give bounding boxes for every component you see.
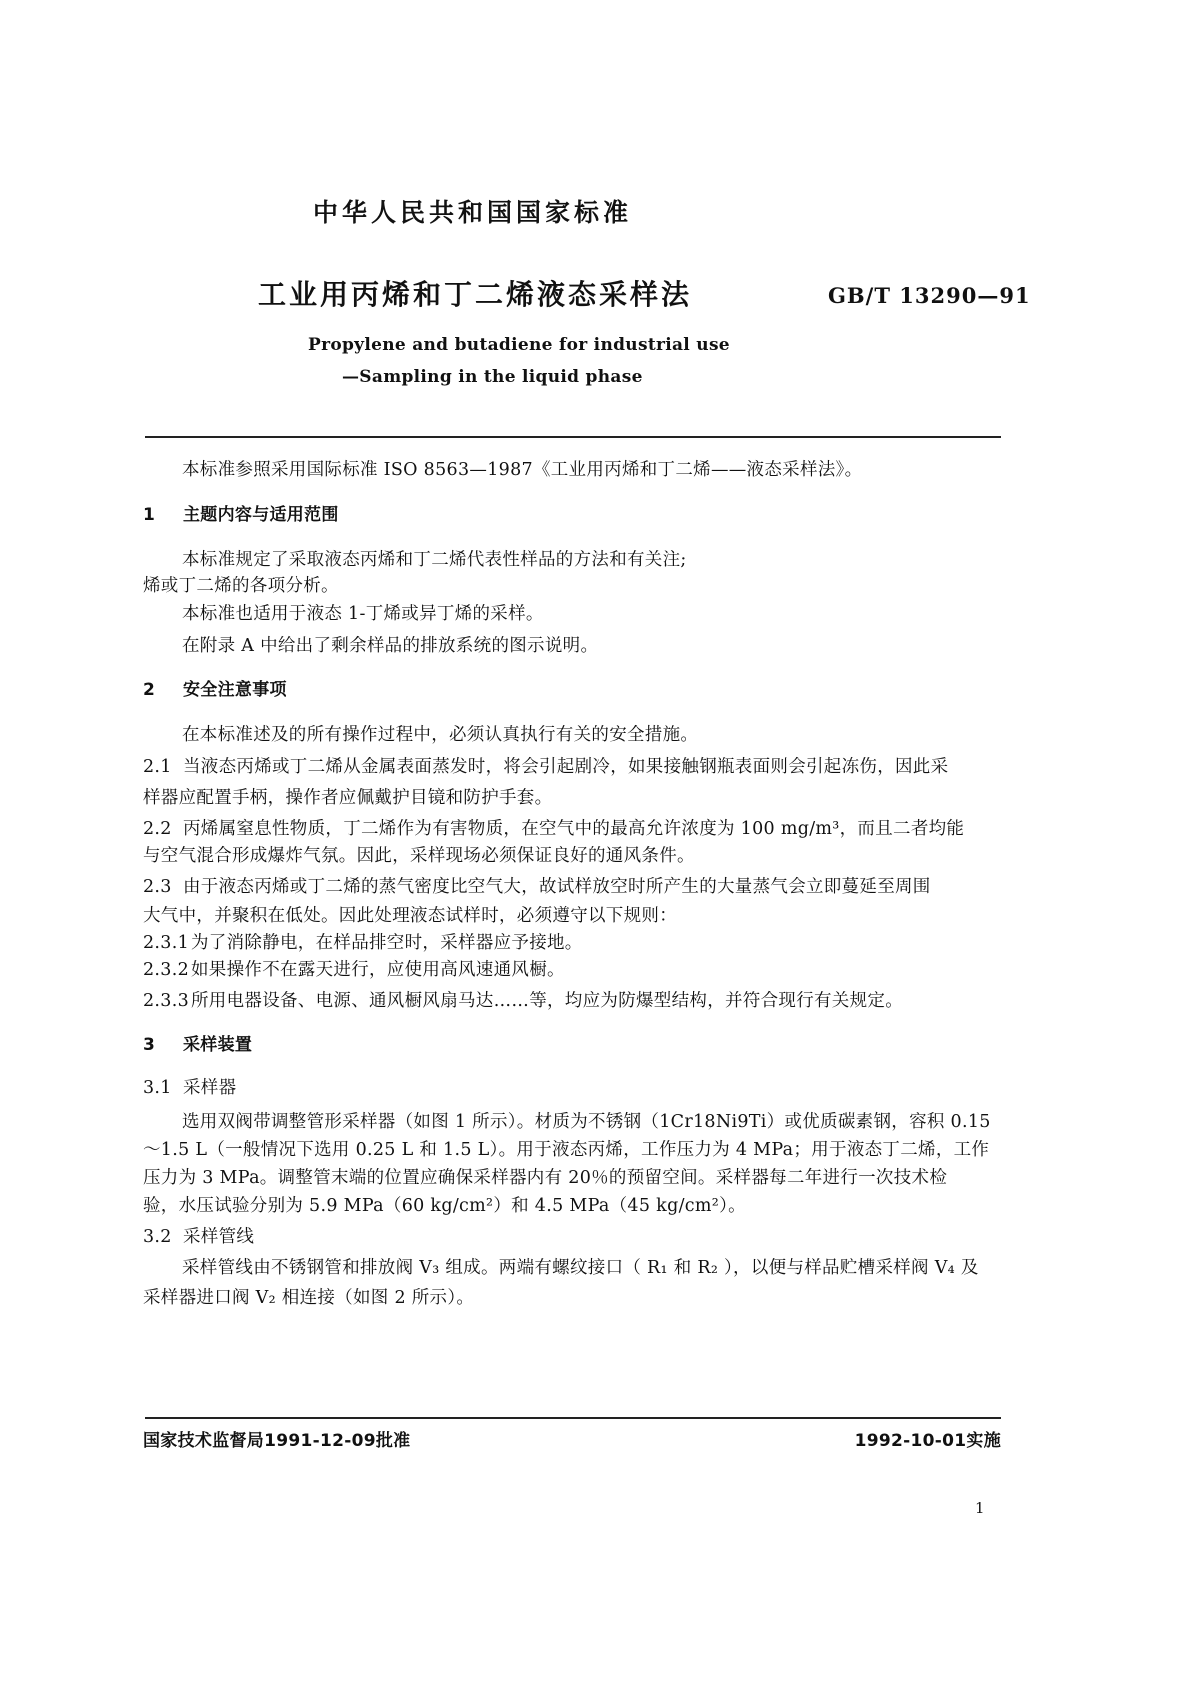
clause-number: 2.1 xyxy=(143,757,172,777)
clause-2-3 xyxy=(143,877,931,897)
clause-number: 2.3.2 xyxy=(143,960,190,980)
clause-title: 采样管线 xyxy=(183,1227,255,1247)
clause-text: 为了消除静电，在样品排空时，采样器应予接地。 xyxy=(191,933,583,953)
paragraph-line: 本标准规定了采取液态丙烯和丁二烯代表性样品的方法和有关注; xyxy=(182,550,687,570)
clause-3-1-heading xyxy=(143,1078,236,1098)
clause-2-1 xyxy=(143,757,948,777)
clause-2-3-2 xyxy=(143,960,565,980)
page-number: 1 xyxy=(975,1499,985,1517)
paragraph-line: 在本标准述及的所有操作过程中，必须认真执行有关的安全措施。 xyxy=(182,725,699,745)
section-title: 采样装置 xyxy=(183,1035,253,1055)
clause-number: 3.2 xyxy=(143,1227,172,1247)
clause-number: 3.1 xyxy=(143,1078,172,1098)
paragraph-line: 选用双阀带调整管形采样器（如图 1 所示）。材质为不锈钢（1Cr18Ni9Ti）或优质碳素钢，容积 0.15 xyxy=(182,1112,991,1132)
section-2-heading xyxy=(143,680,287,700)
clause-text: 当液态丙烯或丁二烯从金属表面蒸发时，将会引起剧冷，如果接触钢瓶表面则会引起冻伤，因此采 xyxy=(183,757,949,777)
section-1-heading xyxy=(143,505,339,525)
paragraph-line: 样器应配置手柄，操作者应佩戴护目镜和防护手套。 xyxy=(143,788,553,808)
clause-title: 采样器 xyxy=(183,1078,237,1098)
footer-divider xyxy=(145,1417,1001,1419)
section-3-heading xyxy=(143,1035,252,1055)
section-number: 3 xyxy=(143,1035,156,1055)
paragraph-line: ～1.5 L（一般情况下选用 0.25 L 和 1.5 L）。用于液态丙烯，工作压力为 4 MPa；用于液态丁二烯，工作 xyxy=(143,1140,990,1160)
clause-2-2 xyxy=(143,819,964,839)
clause-number: 2.3.1 xyxy=(143,933,190,953)
clause-text: 由于液态丙烯或丁二烯的蒸气密度比空气大，故试样放空时所产生的大量蒸气会立即蔓延至周围 xyxy=(183,877,931,897)
paragraph-line: 采样管线由不锈钢管和排放阀 V₃ 组成。两端有螺纹接口（ R₁ 和 R₂ ），以便与样品贮槽采样阀 V₄ 及 xyxy=(182,1258,979,1278)
section-title: 安全注意事项 xyxy=(183,680,287,700)
header-divider xyxy=(145,436,1001,438)
effective-date: 1992-10-01实施 xyxy=(854,1431,1001,1451)
paragraph-line: 在附录 A 中给出了剩余样品的排放系统的图示说明。 xyxy=(182,636,599,656)
document-title-en-line2: —Sampling in the liquid phase xyxy=(342,367,643,387)
document-title-en-line1: Propylene and butadiene for industrial use xyxy=(308,335,730,355)
standard-code: GB/T 13290—91 xyxy=(828,283,1031,308)
clause-2-3-3 xyxy=(143,991,903,1011)
section-number: 2 xyxy=(143,680,156,700)
paragraph-line: 验，水压试验分别为 5.9 MPa（60 kg/cm²）和 4.5 MPa（45 kg/cm²）。 xyxy=(143,1196,746,1216)
clause-number: 2.3.3 xyxy=(143,991,190,1011)
clause-number: 2.3 xyxy=(143,877,172,897)
approval-date: 国家技术监督局1991-12-09批准 xyxy=(143,1431,411,1451)
clause-text: 所用电器设备、电源、通风橱风扇马达……等，均应为防爆型结构，并符合现行有关规定。 xyxy=(191,991,903,1011)
section-number: 1 xyxy=(143,505,156,525)
clause-text: 如果操作不在露天进行，应使用高风速通风橱。 xyxy=(191,960,565,980)
paragraph-line: 压力为 3 MPa。调整管末端的位置应确保采样器内有 20％的预留空间。采样器每二年进行一次技术检 xyxy=(143,1168,948,1188)
paragraph-line: 大气中，并聚积在低处。因此处理液态试样时，必须遵守以下规则： xyxy=(143,906,677,926)
paragraph-line: 烯或丁二烯的各项分析。 xyxy=(143,576,339,596)
clause-3-2-heading xyxy=(143,1227,254,1247)
national-standard-label: 中华人民共和国国家标准 xyxy=(313,198,633,227)
section-title: 主题内容与适用范围 xyxy=(183,505,339,525)
clause-text: 丙烯属窒息性物质，丁二烯作为有害物质，在空气中的最高允许浓度为 100 mg/m³，而且二者均能 xyxy=(183,819,965,839)
clause-2-3-1 xyxy=(143,933,583,953)
clause-number: 2.2 xyxy=(143,819,172,839)
paragraph-line: 本标准也适用于液态 1-丁烯或异丁烯的采样。 xyxy=(182,604,544,624)
document-title-cn: 工业用丙烯和丁二烯液态采样法 xyxy=(258,278,693,311)
paragraph-line: 与空气混合形成爆炸气氛。因此，采样现场必须保证良好的通风条件。 xyxy=(143,846,695,866)
paragraph-line: 采样器进口阀 V₂ 相连接（如图 2 所示）。 xyxy=(143,1288,475,1308)
intro-text: 本标准参照采用国际标准 ISO 8563—1987《工业用丙烯和丁二烯——液态采样法》。 xyxy=(182,460,863,480)
